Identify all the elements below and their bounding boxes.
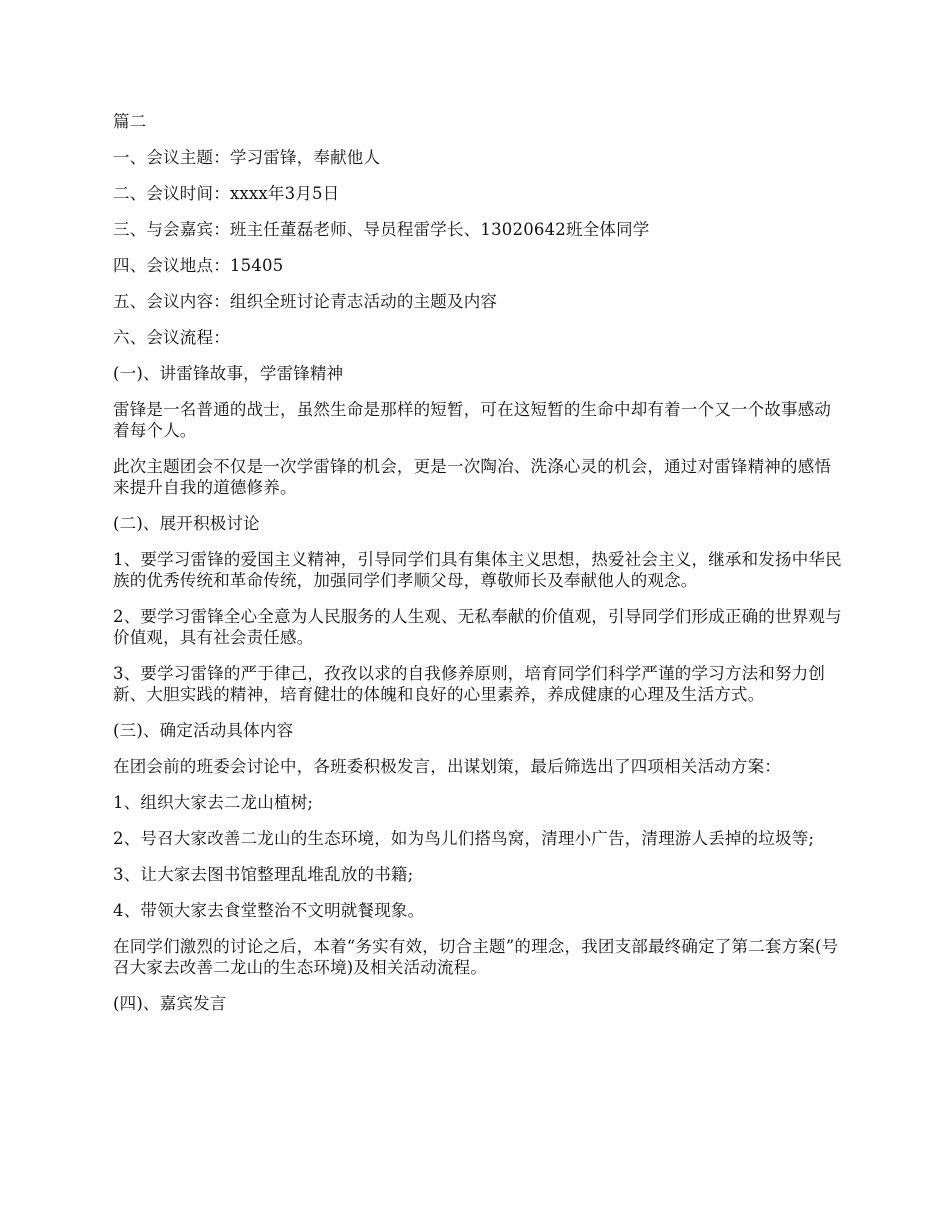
meeting-location: 四、会议地点：15405 xyxy=(113,256,284,275)
body-paragraph: 此次主题团会不仅是一次学雷锋的机会，更是一次陶冶、洗涤心灵的机会，通过对雷锋精神的感悟来提升自我的道德修养。 xyxy=(113,457,832,497)
subsection-heading-1: (一)、讲雷锋故事，学雷锋精神 xyxy=(113,364,344,383)
body-paragraph: 在同学们激烈的讨论之后，本着“务实有效，切合主题”的理念，我团支部最终确定了第二套方案(号召大家去改善二龙山的生态环境)及相关活动流程。 xyxy=(113,937,839,977)
body-paragraph: 在团会前的班委会讨论中，各班委积极发言，出谋划策，最后筛选出了四项相关活动方案： xyxy=(113,757,781,776)
subsection-heading-4: (四)、嘉宾发言 xyxy=(113,994,227,1013)
meeting-guests: 三、与会嘉宾：班主任董磊老师、导员程雷学长、13020642班全体同学 xyxy=(113,220,650,239)
list-item: 3、让大家去图书馆整理乱堆乱放的书籍; xyxy=(113,865,414,884)
list-item: 3、要学习雷锋的严于律己，孜孜以求的自我修养原则，培育同学们科学严谨的学习方法和努力创新、大胆实践的精神，培育健壮的体魄和良好的心里素养，养成健康的心理及生活方式。 xyxy=(113,664,826,704)
section-label: 篇二 xyxy=(113,112,147,131)
list-item: 1、要学习雷锋的爱国主义精神，引导同学们具有集体主义思想，热爱社会主义，继承和发扬中华民族的优秀传统和革命传统，加强同学们孝顺父母，尊敬师长及奉献他人的观念。 xyxy=(113,550,842,590)
subsection-heading-2: (二)、展开积极讨论 xyxy=(113,514,260,533)
meeting-time: 二、会议时间：xxxx年3月5日 xyxy=(113,184,340,203)
list-item: 4、带领大家去食堂整治不文明就餐现象。 xyxy=(113,901,425,920)
list-item: 1、组织大家去二龙山植树; xyxy=(113,793,314,812)
document-body xyxy=(113,111,843,1029)
list-item: 2、号召大家改善二龙山的生态环境，如为鸟儿们搭鸟窝，清理小广告，清理游人丢掉的垃圾等; xyxy=(113,829,815,848)
meeting-theme: 一、会议主题：学习雷锋，奉献他人 xyxy=(113,148,381,167)
meeting-content: 五、会议内容：组织全班讨论青志活动的主题及内容 xyxy=(113,292,498,311)
subsection-heading-3: (三)、确定活动具体内容 xyxy=(113,721,294,740)
meeting-process-heading: 六、会议流程： xyxy=(113,328,230,347)
body-paragraph: 雷锋是一名普通的战士，虽然生命是那样的短暂，可在这短暂的生命中却有着一个又一个故事感动着每个人。 xyxy=(113,400,832,440)
list-item: 2、要学习雷锋全心全意为人民服务的人生观、无私奉献的价值观，引导同学们形成正确的世界观与价值观，具有社会责任感。 xyxy=(113,607,842,647)
